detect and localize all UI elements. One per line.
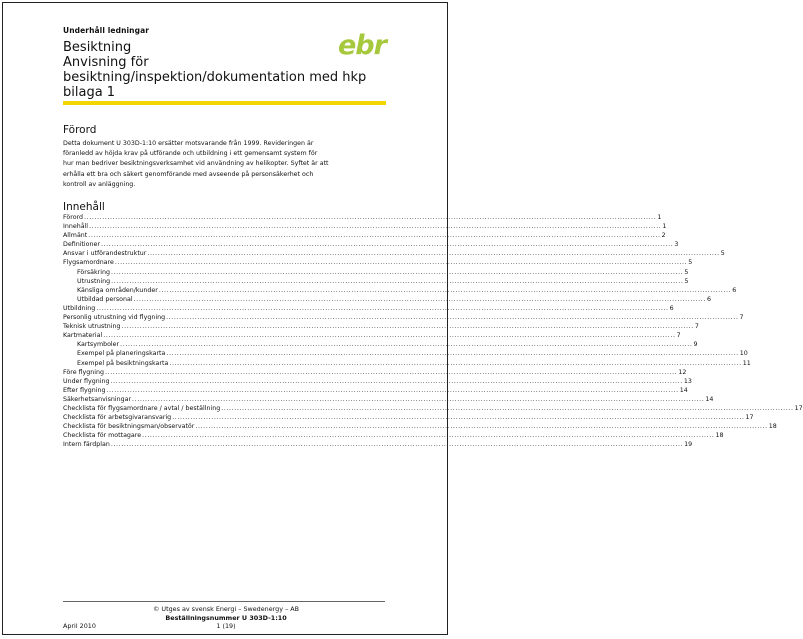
title-line: bilaga 1: [63, 85, 116, 100]
toc-leader-dots: ............................................................................................................................................................................................................................: [166, 350, 739, 358]
toc-leader-dots: ............................................................................................................................................................................................................................: [106, 386, 679, 394]
toc-entry-page: 5: [720, 250, 725, 258]
toc-entry[interactable]: [63, 404, 803, 413]
title-line: Besiktning: [63, 40, 132, 55]
toc-entry-page: 7: [694, 323, 699, 331]
toc-entry[interactable]: [63, 377, 692, 386]
toc-entry[interactable]: [63, 431, 724, 440]
toc-leader-dots: ............................................................................................................................................................................................................................: [169, 359, 742, 367]
toc-entry-page: 7: [739, 314, 744, 322]
toc-heading: Innehåll: [63, 201, 105, 213]
toc-leader-dots: ............................................................................................................................................................................................................................: [147, 250, 720, 258]
foreword-line: föranledd av höjda krav på utförande och utbildning i ett gemensamt system för: [63, 150, 318, 158]
toc-entry-label: Intern färdplan: [63, 441, 110, 449]
toc-entry-page: 19: [684, 441, 693, 449]
toc-entry-page: 6: [706, 295, 711, 303]
toc-entry[interactable]: [63, 340, 698, 349]
toc-leader-dots: ............................................................................................................................................................................................................................: [89, 223, 662, 231]
toc-leader-dots: ............................................................................................................................................................................................................................: [172, 414, 745, 422]
toc-entry-page: 17: [794, 404, 803, 412]
toc-entry[interactable]: [63, 322, 699, 331]
toc-entry-label: Innehåll: [63, 223, 89, 231]
toc-leader-dots: ............................................................................................................................................................................................................................: [121, 323, 694, 331]
document-title: [63, 40, 383, 100]
table-of-contents: [63, 213, 803, 449]
foreword-line: Detta dokument U 303D-1:10 ersätter motsvarande från 1999. Revideringen är: [63, 140, 314, 147]
footer-date: April 2010: [63, 622, 96, 630]
toc-entry[interactable]: [63, 359, 751, 368]
toc-leader-dots: ............................................................................................................................................................................................................................: [120, 341, 693, 349]
toc-leader-dots: ............................................................................................................................................................................................................................: [96, 304, 669, 312]
toc-entry-page: 1: [657, 214, 662, 221]
toc-entry[interactable]: [63, 240, 679, 249]
toc-entry-label: Personlig utrustning vid flygning: [63, 314, 166, 322]
toc-leader-dots: ............................................................................................................................................................................................................................: [114, 259, 688, 267]
toc-entry-label: Ansvar i utförandestruktur: [63, 250, 147, 258]
foreword-line: erhålla ett bra och säkert genomförande med avseende på personsäkerhet och: [63, 170, 314, 178]
toc-entry-page: 17: [745, 414, 754, 422]
toc-entry[interactable]: [63, 349, 748, 358]
toc-entry-page: 13: [683, 377, 692, 385]
toc-entry-page: 6: [732, 286, 737, 294]
toc-leader-dots: ............................................................................................................................................................................................................................: [88, 232, 661, 240]
toc-entry[interactable]: [63, 268, 689, 277]
toc-entry-label: Exempel på planeringskarta: [77, 350, 166, 358]
toc-entry-label: Checklista för arbetsgivaransvarig: [63, 414, 172, 422]
toc-entry-label: Under flygning: [63, 377, 110, 385]
toc-entry-label: Känsliga områden/kunder: [77, 286, 158, 294]
toc-entry-label: Kartmaterial: [63, 332, 103, 340]
toc-entry-label: Säkerhetsanvisningar: [63, 395, 132, 403]
footer-order-number: Beställningsnummer U 303D-1:10: [165, 614, 287, 622]
toc-entry-page: 1: [662, 223, 667, 231]
toc-leader-dots: ............................................................................................................................................................................................................................: [110, 377, 683, 385]
toc-entry[interactable]: [63, 258, 693, 267]
toc-leader-dots: ............................................................................................................................................................................................................................: [158, 286, 732, 294]
footer-page-number: 1 (19): [216, 622, 236, 630]
footer-divider: [63, 601, 385, 602]
toc-leader-dots: ............................................................................................................................................................................................................................: [221, 404, 794, 412]
foreword-line: kontroll av anläggning.: [63, 180, 136, 188]
toc-entry-label: Teknisk utrustning: [63, 323, 121, 331]
toc-leader-dots: ............................................................................................................................................................................................................................: [105, 368, 678, 376]
toc-entry-label: Försäkring: [77, 268, 110, 276]
toc-entry-label: Flygsamordnare: [63, 259, 114, 267]
toc-entry[interactable]: [63, 386, 688, 395]
toc-entry-label: Utbildning: [63, 304, 96, 312]
toc-entry-page: 18: [715, 432, 724, 440]
toc-entry[interactable]: [63, 395, 714, 404]
toc-leader-dots: ............................................................................................................................................................................................................................: [110, 441, 684, 449]
foreword-heading: Förord: [63, 124, 97, 136]
toc-entry-page: 7: [676, 332, 681, 340]
toc-entry-label: Definitioner: [63, 241, 100, 249]
toc-entry-label: Checklista för besiktningsman/observatör: [63, 423, 195, 431]
toc-entry-page: 10: [739, 350, 748, 358]
toc-entry[interactable]: [63, 286, 737, 295]
toc-entry-page: 5: [684, 277, 689, 285]
toc-entry-label: Förord: [63, 214, 84, 221]
toc-entry[interactable]: [63, 295, 711, 304]
toc-leader-dots: ............................................................................................................................................................................................................................: [133, 295, 706, 303]
toc-entry-label: Kartsymboler: [77, 341, 120, 349]
toc-entry-page: 9: [693, 341, 698, 349]
toc-leader-dots: ............................................................................................................................................................................................................................: [195, 423, 768, 431]
document-category: Underhåll ledningar: [63, 26, 150, 35]
toc-entry-label: Utrustning: [77, 277, 111, 285]
title-line: besiktning/inspektion/dokumentation med hkp: [63, 70, 367, 85]
toc-leader-dots: ............................................................................................................................................................................................................................: [103, 332, 676, 340]
toc-entry[interactable]: [63, 313, 744, 322]
toc-entry-label: Utbildad personal: [77, 295, 133, 303]
toc-entry[interactable]: [63, 440, 693, 449]
toc-entry-label: Exempel på besiktningskarta: [77, 359, 169, 367]
toc-entry-page: 3: [674, 241, 679, 249]
toc-leader-dots: ............................................................................................................................................................................................................................: [84, 214, 657, 221]
toc-entry[interactable]: [63, 304, 674, 313]
toc-entry-label: Efter flygning: [63, 386, 106, 394]
toc-entry-page: 12: [678, 368, 687, 376]
toc-entry[interactable]: [63, 231, 666, 240]
toc-entry[interactable]: [63, 368, 687, 377]
foreword-text: [63, 139, 388, 190]
ebr-logo: [336, 27, 392, 59]
title-line: Anvisning för: [63, 55, 149, 70]
foreword-line: hur man bedriver besiktningsverksamhet vid användning av helikopter. Syftet är att: [63, 160, 329, 168]
toc-entry[interactable]: [63, 413, 754, 422]
toc-leader-dots: ............................................................................................................................................................................................................................: [111, 277, 684, 285]
toc-entry-page: 14: [679, 386, 688, 394]
title-underline: [63, 101, 386, 105]
toc-entry[interactable]: [63, 222, 667, 231]
toc-entry-page: 2: [661, 232, 666, 240]
toc-entry-page: 5: [684, 268, 689, 276]
toc-entry-label: Checklista för flygsamordnare / avtal / beställning: [63, 404, 221, 412]
toc-entry-label: Allmänt: [63, 232, 88, 240]
toc-leader-dots: ............................................................................................................................................................................................................................: [166, 314, 739, 322]
toc-entry-page: 18: [768, 423, 777, 431]
toc-entry-page: 11: [742, 359, 751, 367]
toc-entry[interactable]: [63, 277, 689, 286]
toc-entry-label: Före flygning: [63, 368, 104, 376]
toc-leader-dots: ............................................................................................................................................................................................................................: [142, 432, 715, 440]
svg-text:ebr: ebr: [338, 30, 386, 61]
toc-leader-dots: ............................................................................................................................................................................................................................: [110, 268, 684, 276]
toc-entry[interactable]: [63, 331, 681, 340]
toc-entry-page: 5: [688, 259, 693, 267]
toc-leader-dots: ............................................................................................................................................................................................................................: [132, 395, 705, 403]
toc-entry[interactable]: [63, 213, 662, 222]
toc-entry-label: Checklista för mottagare: [63, 432, 142, 440]
toc-entry-page: 14: [705, 395, 714, 403]
toc-entry[interactable]: [63, 249, 725, 258]
footer-publisher: © Utges av svensk Energi – Swedenergy – AB: [152, 605, 300, 613]
toc-entry-page: 6: [669, 304, 674, 312]
toc-leader-dots: ............................................................................................................................................................................................................................: [100, 241, 674, 249]
toc-entry[interactable]: [63, 422, 777, 431]
